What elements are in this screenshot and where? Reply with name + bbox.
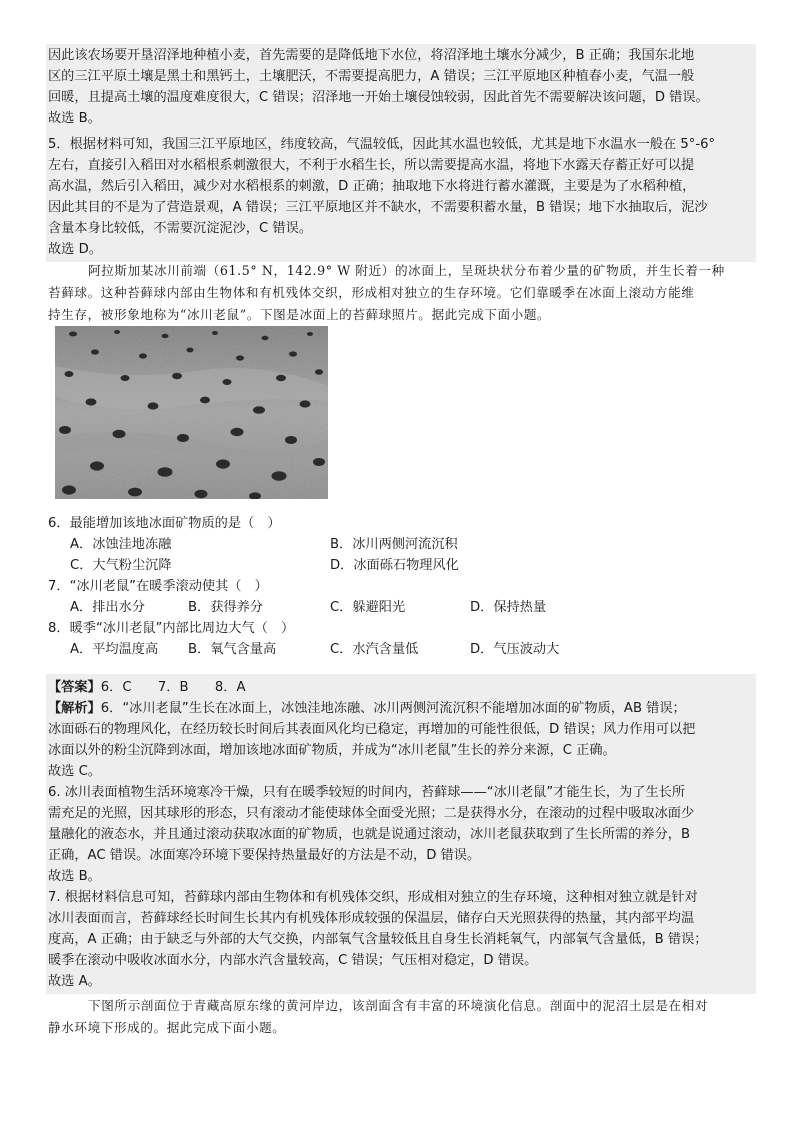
analysis-line: 6. 冰川表面植物生活环境寒冷干燥，只有在暖季较短的时间内，苔藓球——“冰川老鼠”才能生长，为了生长所 — [48, 785, 686, 800]
solution-line: 因此其目的不是为了营造景观，A 错误；三江平原地区并不缺水，不需要积蓄水量，B 错误；地下水抽取后，泥沙 — [48, 200, 708, 215]
q8-option-b[interactable]: B．氧气含量高 — [188, 642, 277, 657]
question-7-stem: 7．“冰川老鼠”在暖季滚动使其（ ） — [48, 579, 268, 594]
q8-option-d[interactable]: D．气压波动大 — [470, 642, 560, 657]
solution-line: 5．根据材料可知，我国三江平原地区，纬度较高，气温较低，因此其水温也较低，尤其是地下水温水一般在 5°-6° — [48, 137, 716, 152]
analysis-line: 7. 根据材料信息可知，苔藓球内部由生物体和有机残体交织，形成相对独立的生存环境，这种相对独立就是针对 — [48, 890, 698, 905]
next-material-line: 下图所示剖面位于青藏高原东缘的黄河岸边，该剖面含有丰富的环境演化信息。剖面中的泥沼土层是在相对 — [88, 998, 709, 1013]
analysis-line: 冰面砾石的物理风化，在经历较长时间后其表面风化均已稳定，再增加的可能性很低，D 错误；风力作用可以把 — [48, 722, 696, 737]
analysis-line: 故选 A。 — [48, 974, 101, 989]
q7-option-b[interactable]: B．获得养分 — [188, 600, 263, 615]
analysis-line: 正确，AC 错误。冰面寒冷环境下要保持热量最好的方法是不动，D 错误。 — [48, 848, 481, 863]
q7-option-a[interactable]: A．排出水分 — [70, 600, 145, 615]
material-line: 阿拉斯加某冰川前端（61.5° N，142.9° W 附近）的冰面上，呈斑块状分布着少量的矿物质，并生长着一种 — [88, 263, 725, 278]
analysis-line: 故选 C。 — [48, 764, 101, 779]
analysis-line: 故选 B。 — [48, 869, 101, 884]
next-material-line: 静水环境下形成的。据此完成下面小题。 — [48, 1020, 286, 1035]
analysis-line: 冰川表面而言，苔藓球经长时间生长其内有机残体形成较强的保温层，储存白天光照获得的热量，其内部平均温 — [48, 911, 695, 926]
analysis-line: 冰面以外的粉尘沉降到冰面，增加该地冰面矿物质，并成为“冰川老鼠”生长的养分来源，C 正确。 — [48, 743, 616, 758]
q8-option-c[interactable]: C．水汽含量低 — [330, 642, 419, 657]
solution-line: 左右，直接引入稻田对水稻根系刺激很大，不利于水稻生长，所以需要提高水温，将地下水露天存蓄正好可以提 — [48, 158, 695, 173]
analysis-line: 需充足的光照，因其球形的形态，只有滚动才能使球体全面受光照；二是获得水分，在滚动的过程中吸取冰面少 — [48, 806, 695, 821]
analysis-line: 量融化的液态水，并且通过滚动获取冰面的矿物质，也就是说通过滚动，冰川老鼠获取到了生长所需的养分，B — [48, 827, 691, 842]
solution-line: 区的三江平原土壤是黑土和黑钙土，土壤肥沃，不需要提高肥力，A 错误；三江平原地区种植春小麦，气温一般 — [48, 69, 695, 84]
answer-text: 6．C 7．B 8．A — [100, 680, 246, 695]
solution-line: 回暖，且提高土壤的温度难度很大，C 错误；沼泽地一开始土壤侵蚀较弱，因此首先不需要解决该问题，D 错误。 — [48, 90, 709, 105]
solution-line: 故选 D。 — [48, 242, 102, 257]
q6-option-b[interactable]: B．冰川两侧河流沉积 — [330, 537, 458, 552]
analysis-line — [48, 698, 686, 719]
analysis-line: 暖季在滚动中吸收冰面水分，内部水汽含量较高，C 错误；气压相对稳定，D 错误。 — [48, 953, 538, 968]
q6-option-a[interactable]: A．冰蚀洼地冻融 — [70, 537, 172, 552]
material-line: 苔藓球。这种苔藓球内部由生物体和有机残体交织，形成相对独立的生存环境。它们靠暖季在冰面上滚动方能维 — [48, 285, 695, 300]
answer-label: 【答案】 — [48, 680, 101, 695]
q6-option-c[interactable]: C．大气粉尘沉降 — [70, 558, 172, 573]
analysis-line: 度高，A 正确；由于缺乏与外部的大气交换，内部氧气含量较低且自身生长消耗氧气，内部氧气含量低，B 错误； — [48, 932, 708, 947]
solution-line: 含量本身比较低，不需要沉淀泥沙，C 错误。 — [48, 221, 312, 236]
q7-option-c[interactable]: C．躲避阳光 — [330, 600, 406, 615]
question-8-stem: 8．暖季“冰川老鼠”内部比周边大气（ ） — [48, 621, 295, 636]
analysis-label: 【解析】 — [48, 701, 101, 716]
solution-line: 高水温，然后引入稻田，减少对水稻根系的刺激，D 正确；抽取地下水将进行蓄水灌溉，主要是为了水稻种植， — [48, 179, 696, 194]
q8-option-a[interactable]: A．平均温度高 — [70, 642, 159, 657]
analysis-text: 6．“冰川老鼠”生长在冰面上，冰蚀洼地冻融、冰川两侧河流沉积不能增加冰面的矿物质，AB 错误； — [100, 701, 686, 716]
question-6-stem: 6．最能增加该地冰面矿物质的是（ ） — [48, 516, 281, 531]
moss-ball-photo — [55, 326, 328, 499]
q7-option-d[interactable]: D．保持热量 — [470, 600, 547, 615]
answer-line — [48, 677, 246, 698]
solution-line: 因此该农场要开垦沼泽地种植小麦，首先需要的是降低地下水位，将沼泽地土壤水分减少，B 正确；我国东北地 — [48, 48, 695, 63]
material-line: 持生存，被形象地称为“冰川老鼠”。下图是冰面上的苔藓球照片。据此完成下面小题。 — [48, 307, 551, 322]
q6-option-d[interactable]: D．冰面砾石物理风化 — [330, 558, 459, 573]
solution-line: 故选 B。 — [48, 111, 101, 126]
